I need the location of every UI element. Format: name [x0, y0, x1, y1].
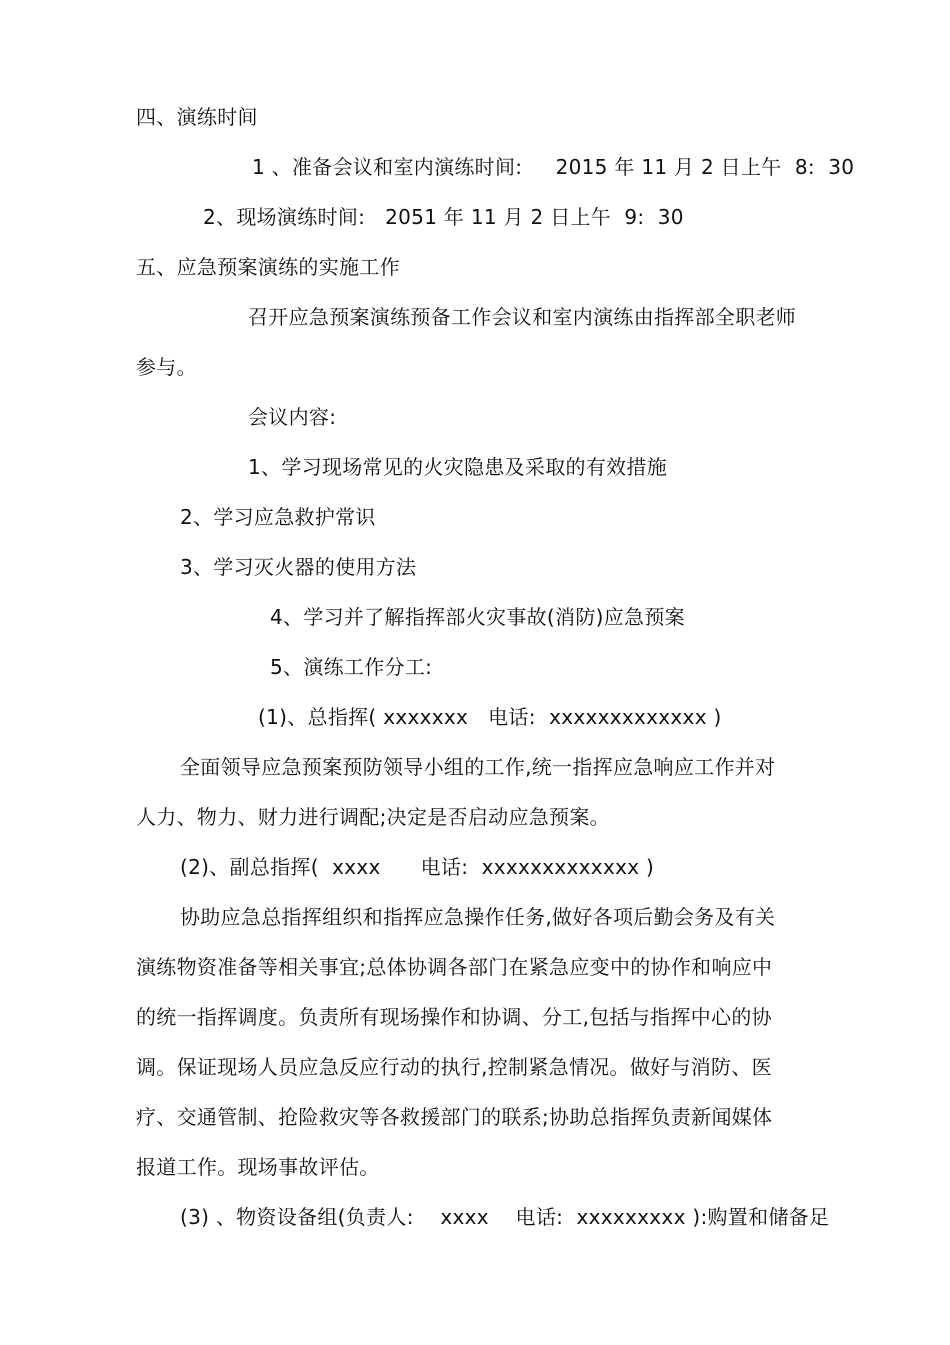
- section-heading-drill-time: 四、演练时间: [136, 105, 258, 129]
- list-item: 2、学习应急救护常识: [180, 505, 376, 529]
- text-line: 演练物资准备等相关事宜;总体协调各部门在紧急应变中的协作和响应中: [136, 955, 773, 979]
- list-item: 3、学习灭火器的使用方法: [180, 555, 417, 579]
- text-line: 参与。: [136, 355, 197, 379]
- text-line: 疗、交通管制、抢险救灾等各救援部门的联系;协助总指挥负责新闻媒体: [136, 1105, 773, 1129]
- list-item: 4、学习并了解指挥部火灾事故(消防)应急预案: [270, 605, 685, 629]
- role-heading: (1)、总指挥( xxxxxxx 电话: xxxxxxxxxxxxx ): [258, 705, 722, 729]
- text-line: 人力、物力、财力进行调配;决定是否启动应急预案。: [136, 805, 610, 829]
- text-line: 报道工作。现场事故评估。: [136, 1155, 380, 1179]
- list-item: 5、演练工作分工:: [270, 655, 433, 679]
- role-heading: (2)、副总指挥( xxxx 电话: xxxxxxxxxxxxx ): [180, 855, 655, 879]
- text-line: 全面领导应急预案预防领导小组的工作,统一指挥应急响应工作并对: [180, 755, 776, 779]
- list-item: 1、学习现场常见的火灾隐患及采取的有效措施: [248, 455, 668, 479]
- text-line: 调。保证现场人员应急反应行动的执行,控制紧急情况。做好与消防、医: [136, 1055, 772, 1079]
- text-line: 1 、准备会议和室内演练时间: 2015 年 11 月 2 日上午 8: 30: [252, 155, 855, 179]
- text-line: 2、现场演练时间: 2051 年 11 月 2 日上午 9: 30: [203, 205, 684, 229]
- text-line: 召开应急预案演练预备工作会议和室内演练由指挥部全职老师: [248, 305, 797, 329]
- text-line: 协助应急总指挥组织和指挥应急操作任务,做好各项后勤会务及有关: [180, 905, 776, 929]
- text-line: 的统一指挥调度。负责所有现场操作和协调、分工,包括与指挥中心的协: [136, 1005, 772, 1029]
- text-line: 会议内容:: [248, 405, 337, 429]
- section-heading-implementation: 五、应急预案演练的实施工作: [136, 255, 400, 279]
- role-heading: (3) 、物资设备组(负责人: xxxx 电话: xxxxxxxxx ):购置和储备足: [180, 1205, 830, 1229]
